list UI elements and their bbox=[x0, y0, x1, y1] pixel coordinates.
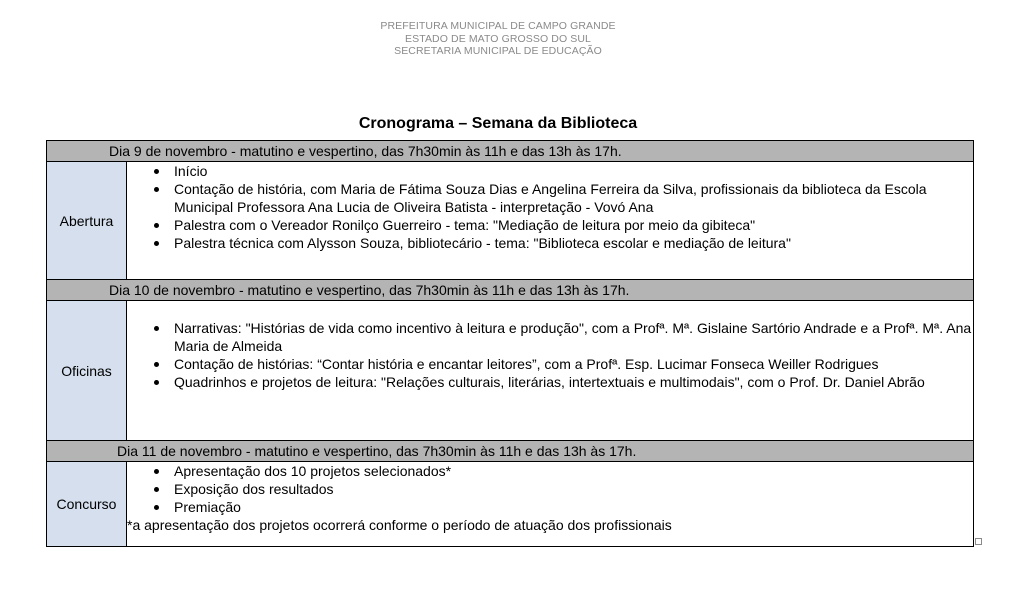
activity-content-abertura[interactable] bbox=[127, 162, 974, 280]
day-header-10[interactable]: Dia 10 de novembro - matutino e vespertino, das 7h30min às 11h e das 13h às 17h. bbox=[47, 280, 974, 301]
activity-content-concurso[interactable] bbox=[127, 462, 974, 547]
header-line-secretaria: SECRETARIA MUNICIPAL DE EDUCAÇÃO bbox=[394, 45, 602, 57]
document-header bbox=[0, 20, 996, 58]
list-item: Palestra com o Vereador Ronilço Guerreiro - tema: "Mediação de leitura por meio da gibiteca" bbox=[174, 216, 973, 234]
list-item: Contação de história, com Maria de Fátima Souza Dias e Angelina Ferreira da Silva, profissionais da biblioteca da Escola Municipal Professora Ana Lucia de Oliveira Batista - interpretação - Vovó Ana bbox=[174, 180, 973, 216]
bullet-list bbox=[127, 462, 973, 516]
list-item: Premiação bbox=[174, 498, 973, 516]
footnote: *a apresentação dos projetos ocorrerá conforme o período de atuação dos profissionais bbox=[127, 517, 672, 533]
header-line-prefeitura: PREFEITURA MUNICIPAL DE CAMPO GRANDE bbox=[380, 20, 616, 32]
document-title: Cronograma – Semana da Biblioteca bbox=[358, 115, 638, 132]
activity-label-concurso[interactable]: Concurso bbox=[47, 462, 127, 547]
list-item: Quadrinhos e projetos de leitura: "Relações culturais, literárias, intertextuais e multimodais", com o Prof. Dr. Daniel Abrão bbox=[174, 373, 973, 391]
activity-label-oficinas[interactable]: Oficinas bbox=[47, 301, 127, 441]
activity-label-abertura[interactable]: Abertura bbox=[47, 162, 127, 280]
list-item: Narrativas: "Histórias de vida como incentivo à leitura e produção", com a Profª. Mª. Gislaine Sartório Andrade e a Profª. Mª. Ana Maria de Almeida bbox=[174, 320, 972, 354]
day-header-row bbox=[47, 141, 974, 162]
list-item: Contação de histórias: “Contar história e encantar leitores”, com a Profª. Esp. Lucimar Fonseca Weiller Rodrigues bbox=[174, 355, 973, 373]
list-item: Início bbox=[174, 162, 973, 180]
schedule-table bbox=[46, 140, 974, 547]
day-header-9[interactable]: Dia 9 de novembro - matutino e vespertino, das 7h30min às 11h e das 13h às 17h. bbox=[47, 141, 974, 162]
list-item: Apresentação dos 10 projetos selecionados* bbox=[174, 462, 973, 480]
list-item: Palestra técnica com Alysson Souza, bibliotecário - tema: "Biblioteca escolar e mediação de leitura" bbox=[174, 234, 973, 252]
header-line-estado: ESTADO DE MATO GROSSO DO SUL bbox=[405, 32, 591, 45]
activity-content-oficinas[interactable] bbox=[127, 301, 974, 441]
day-header-11[interactable]: Dia 11 de novembro - matutino e vespertino, das 7h30min às 11h e das 13h às 17h. bbox=[47, 441, 974, 462]
day-header-row bbox=[47, 441, 974, 462]
bullet-list bbox=[127, 319, 973, 391]
activity-row-abertura bbox=[47, 162, 974, 280]
list-item: Exposição dos resultados bbox=[174, 480, 973, 498]
bullet-list bbox=[127, 162, 973, 252]
table-resize-handle[interactable] bbox=[975, 538, 982, 545]
activity-row-oficinas bbox=[47, 301, 974, 441]
day-header-row bbox=[47, 280, 974, 301]
activity-row-concurso bbox=[47, 462, 974, 547]
